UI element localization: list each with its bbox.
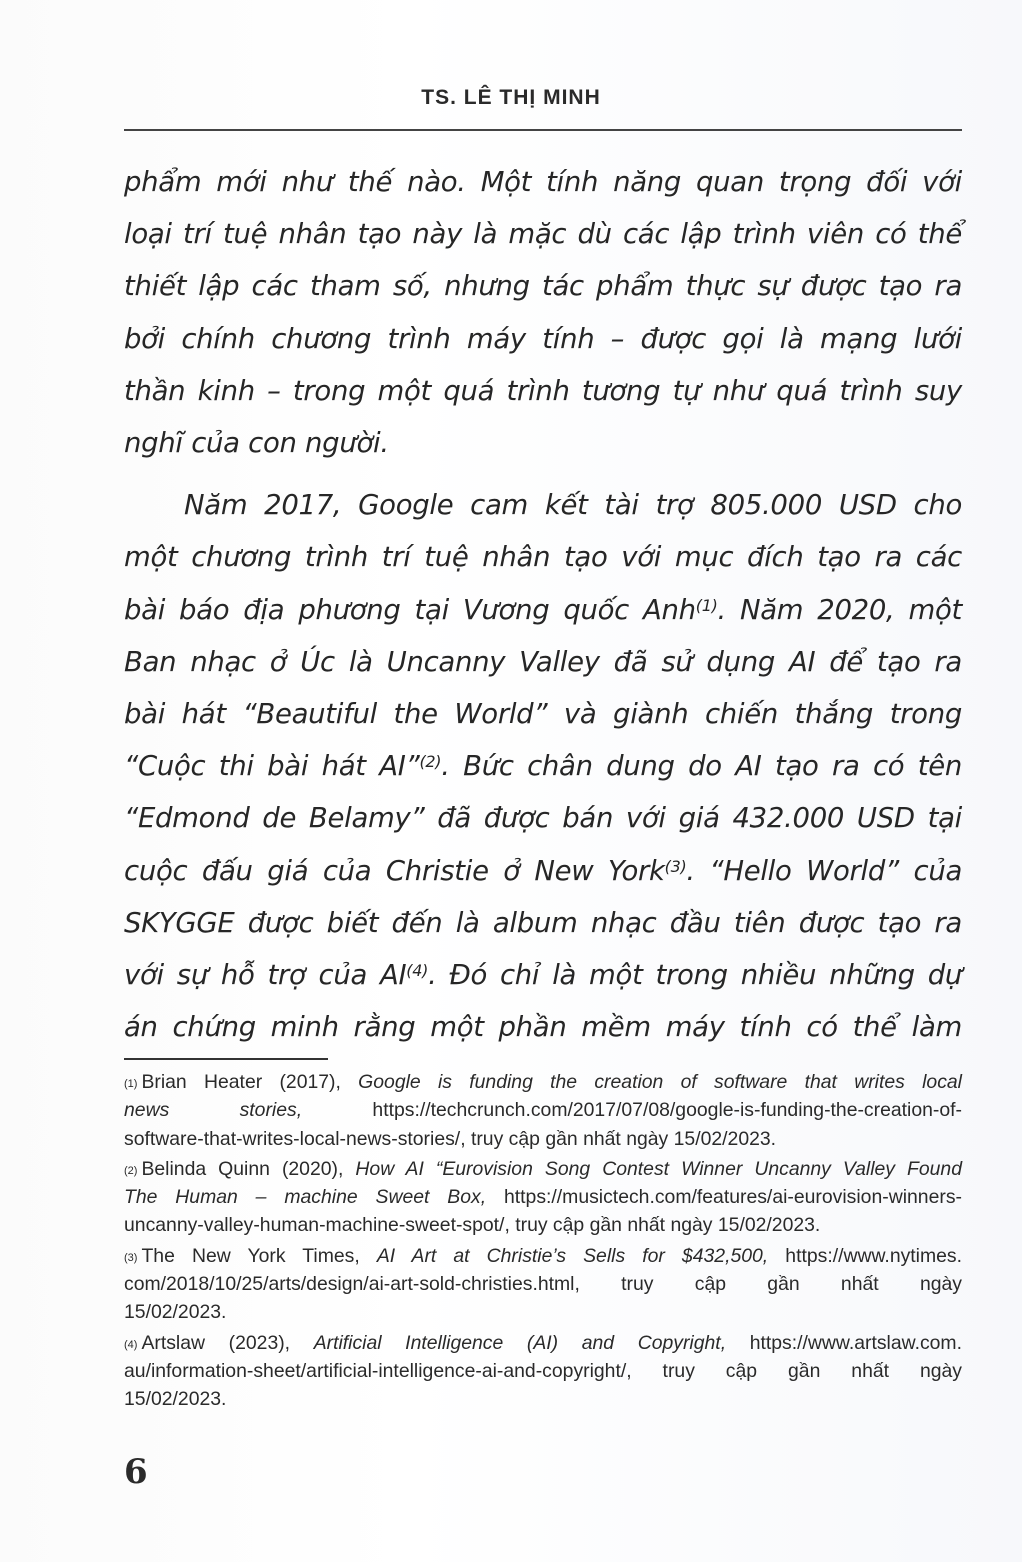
footnote-line bbox=[124, 1155, 962, 1183]
footnote-title: The Human – machine Sweet Box, bbox=[124, 1186, 487, 1209]
footnote-line bbox=[124, 1183, 962, 1211]
paragraph-2 bbox=[124, 479, 962, 1053]
text-line: nghĩ của con người. bbox=[124, 427, 389, 460]
footnote-line: au/information-sheet/artificial-intelligence-ai-and-copyright/, truy cập gần nhất ngày bbox=[124, 1359, 962, 1382]
text-segment: . Bức chân dung do AI tạo ra có tên bbox=[441, 750, 962, 783]
footnote-url[interactable]: https://www.artslaw.com. bbox=[726, 1331, 962, 1354]
footnote-line bbox=[124, 1096, 962, 1124]
text-segment: . Đó chỉ là một trong nhiều những dự bbox=[428, 959, 962, 992]
footnote-3 bbox=[124, 1242, 962, 1327]
footnote-author: Artslaw (2023), bbox=[141, 1331, 314, 1354]
footnote-author: Belinda Quinn (2020), bbox=[141, 1157, 356, 1180]
footnote-title: How AI “Eurovision Song Contest Winner Uncanny Valley Found bbox=[355, 1157, 963, 1180]
footnote-author: The New York Times, bbox=[141, 1244, 377, 1267]
footnote-line: 15/02/2023. bbox=[124, 1301, 227, 1324]
footnote-ref-4[interactable]: (4) bbox=[406, 961, 429, 981]
footnote-line: uncanny-valley-human-machine-sweet-spot/, truy cập gần nhất ngày 15/02/2023. bbox=[124, 1214, 821, 1237]
main-text bbox=[124, 156, 962, 1053]
text-line: Năm 2017, Google cam kết tài trợ 805.000 USD cho bbox=[184, 489, 962, 522]
text-segment: cuộc đấu giá của Christie ở New York bbox=[124, 854, 665, 887]
footnote-line: 15/02/2023. bbox=[124, 1388, 227, 1411]
text-line: thần kinh – trong một quá trình tương tự như quá trình suy bbox=[124, 374, 962, 407]
text-segment: với sự hỗ trợ của AI bbox=[124, 959, 407, 992]
text-segment: bài báo địa phương tại Vương quốc Anh bbox=[124, 593, 696, 626]
footnote-2 bbox=[124, 1155, 962, 1240]
footnote-title: Google is funding the creation of software that writes local bbox=[358, 1071, 962, 1093]
text-line: Ban nhạc ở Úc là Uncanny Valley đã sử dụng AI để tạo ra bbox=[124, 645, 962, 678]
footnote-line bbox=[124, 1068, 962, 1096]
footnote-line bbox=[124, 1329, 962, 1357]
paragraph-1 bbox=[124, 156, 962, 469]
running-head: TS. LÊ THỊ MINH bbox=[421, 86, 601, 109]
footnote-1 bbox=[124, 1068, 962, 1153]
footnote-marker: (2) bbox=[124, 1164, 138, 1177]
footnote-line bbox=[124, 1242, 962, 1270]
footnote-marker: (1) bbox=[124, 1078, 138, 1090]
footnote-ref-2[interactable]: (2) bbox=[419, 752, 442, 772]
text-line: phẩm mới như thế nào. Một tính năng quan trọng đối với bbox=[124, 166, 962, 198]
text-line bbox=[124, 845, 962, 897]
text-segment: . Năm 2020, một bbox=[717, 593, 962, 626]
text-line: thiết lập các tham số, nhưng tác phẩm thực sự được tạo ra bbox=[124, 270, 962, 303]
footnote-line: software-that-writes-local-news-stories/, truy cập gần nhất ngày 15/02/2023. bbox=[124, 1127, 777, 1150]
text-line: loại trí tuệ nhân tạo này là mặc dù các lập trình viên có thể bbox=[124, 218, 962, 251]
footnote-url[interactable]: https://musictech.com/features/ai-eurovision-winners- bbox=[486, 1186, 962, 1209]
footnote-url[interactable]: https://www.nytimes. bbox=[768, 1244, 963, 1267]
footnote-4 bbox=[124, 1329, 962, 1414]
footnote-ref-3[interactable]: (3) bbox=[664, 856, 687, 876]
text-line bbox=[124, 949, 962, 1001]
text-line: án chứng minh rằng một phần mềm máy tính có thể làm bbox=[124, 1011, 962, 1044]
footnote-marker: (4) bbox=[124, 1338, 138, 1351]
footnotes bbox=[124, 1068, 962, 1416]
header-rule bbox=[124, 129, 962, 131]
text-segment: “Cuộc thi bài hát AI” bbox=[124, 750, 420, 783]
footnote-title: news stories, bbox=[124, 1099, 303, 1122]
footnote-url[interactable]: https://techcrunch.com/2017/07/08/google-is-funding-the-creation-of- bbox=[302, 1099, 963, 1122]
text-line: bởi chính chương trình máy tính – được gọi là mạng lưới bbox=[124, 322, 962, 355]
text-segment: . “Hello World” của bbox=[686, 854, 962, 887]
text-line bbox=[124, 740, 962, 792]
footnote-title: AI Art at Christie’s Sells for $432,500, bbox=[376, 1244, 769, 1267]
text-line: một chương trình trí tuệ nhân tạo với mục đích tạo ra các bbox=[124, 541, 962, 574]
footnote-author: Brian Heater (2017), bbox=[141, 1071, 359, 1093]
text-line: SKYGGE được biết đến là album nhạc đầu tiên được tạo ra bbox=[124, 906, 962, 939]
footnote-line: com/2018/10/25/arts/design/ai-art-sold-christies.html, truy cập gần nhất ngày bbox=[124, 1273, 962, 1296]
footnote-ref-1[interactable]: (1) bbox=[695, 595, 718, 615]
footnote-marker: (3) bbox=[124, 1251, 138, 1264]
paragraph-gap bbox=[124, 469, 962, 479]
footnote-rule bbox=[124, 1058, 328, 1060]
text-line: bài hát “Beautiful the World” và giành chiến thắng trong bbox=[124, 698, 962, 731]
text-line bbox=[124, 584, 962, 636]
page-number: 6 bbox=[124, 1452, 148, 1492]
footnote-title: Artificial Intelligence (AI) and Copyright, bbox=[313, 1331, 727, 1354]
text-line: “Edmond de Belamy” đã được bán với giá 432.000 USD tại bbox=[124, 802, 962, 835]
